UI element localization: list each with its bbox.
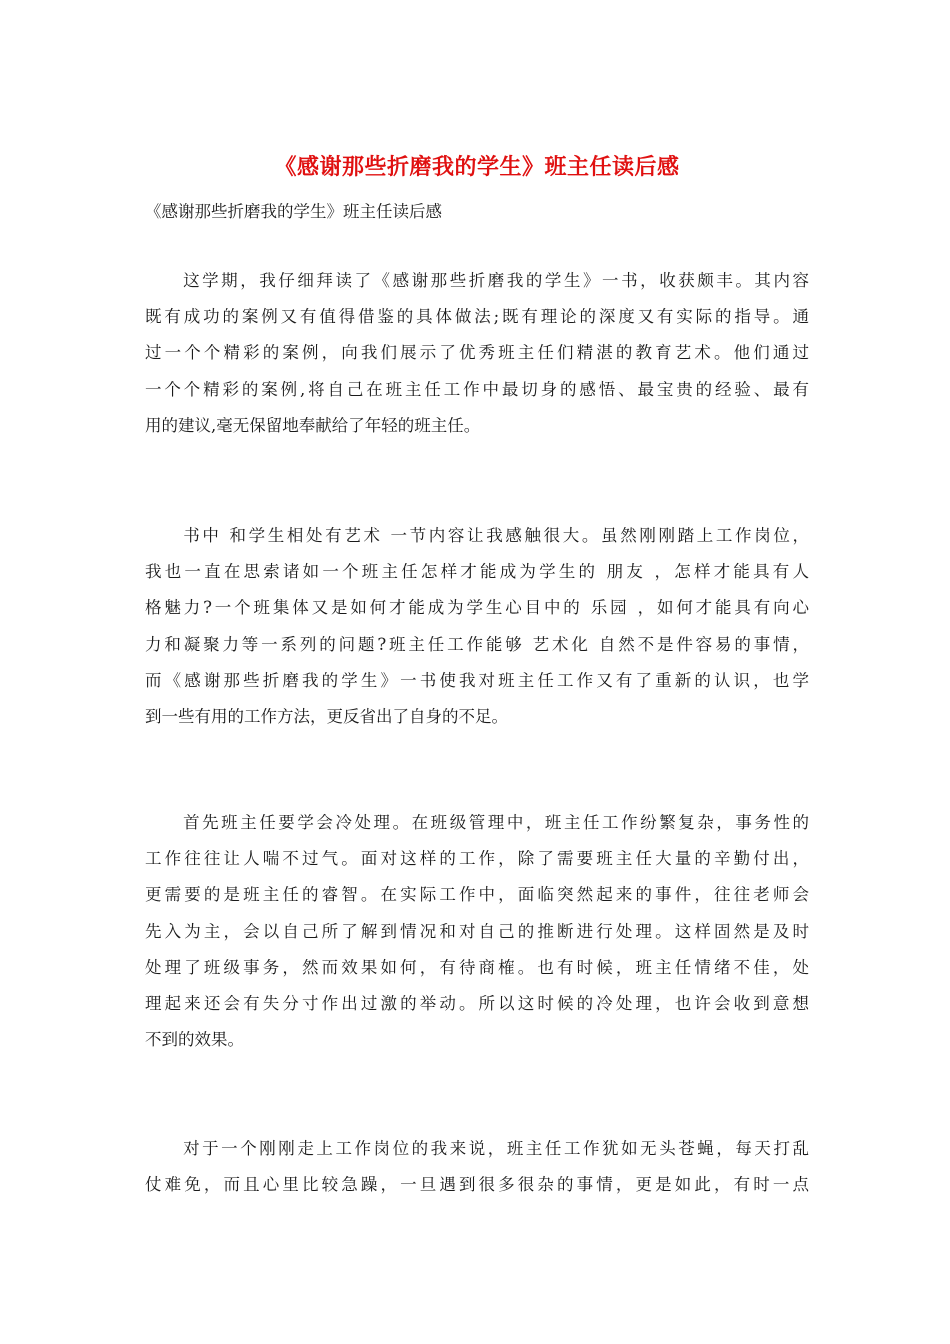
paragraph-line: 仗难免，而且心里比较急躁，一旦遇到很多很杂的事情，更是如此，有时一点 <box>145 1175 809 1195</box>
paragraph-2 <box>145 518 809 735</box>
paragraph-line: 首先班主任要学会冷处理。在班级管理中，班主任工作纷繁复杂，事务性的 <box>145 813 809 832</box>
paragraph-4 <box>145 1131 809 1203</box>
document-title: 《感谢那些折磨我的学生》班主任读后感 <box>274 154 680 180</box>
paragraph-line: 力和凝聚力等一系列的问题?班主任工作能够 艺术化 自然不是件容易的事情， <box>145 634 809 654</box>
paragraph-line: 处理了班级事务，然而效果如何，有待商榷。也有时候，班主任情绪不佳，处 <box>145 957 809 977</box>
paragraph-line: 对于一个刚刚走上工作岗位的我来说，班主任工作犹如无头苍蝇，每天打乱 <box>145 1139 809 1158</box>
paragraph-line: 更需要的是班主任的睿智。在实际工作中，面临突然起来的事件，往往老师会 <box>145 885 809 905</box>
paragraph-line: 我也一直在思索诸如一个班主任怎样才能成为学生的 朋友 ，怎样才能具有人 <box>145 562 809 582</box>
paragraph-1 <box>145 263 809 444</box>
paragraph-line: 理起来还会有失分寸作出过激的举动。所以这时候的冷处理，也许会收到意想 <box>145 993 809 1013</box>
paragraph-line: 用的建议,毫无保留地奉献给了年轻的班主任。 <box>145 415 481 435</box>
paragraph-line: 先入为主，会以自己所了解到情况和对自己的推断进行处理。这样固然是及时 <box>145 921 809 941</box>
paragraph-line: 而《感谢那些折磨我的学生》一书使我对班主任工作又有了重新的认识，也学 <box>145 670 809 690</box>
document-subtitle: 《感谢那些折磨我的学生》班主任读后感 <box>145 202 442 221</box>
paragraph-line: 到一些有用的工作方法，更反省出了自身的不足。 <box>145 706 508 726</box>
paragraph-3 <box>145 805 809 1058</box>
paragraph-line: 这学期，我仔细拜读了《感谢那些折磨我的学生》一书，收获颇丰。其内容 <box>145 271 809 290</box>
paragraph-line: 工作往往让人喘不过气。面对这样的工作，除了需要班主任大量的辛勤付出， <box>145 849 809 869</box>
paragraph-line: 过一个个精彩的案例，向我们展示了优秀班主任们精湛的教育艺术。他们通过 <box>145 343 809 363</box>
paragraph-line: 一个个精彩的案例,将自己在班主任工作中最切身的感悟、最宝贵的经验、最有 <box>145 379 809 399</box>
paragraph-line: 格魅力?一个班集体又是如何才能成为学生心目中的 乐园 ，如何才能具有向心 <box>145 598 809 618</box>
paragraph-line: 既有成功的案例又有值得借鉴的具体做法;既有理论的深度又有实际的指导。通 <box>145 307 809 327</box>
paragraph-line: 书中 和学生相处有艺术 一节内容让我感触很大。虽然刚刚踏上工作岗位， <box>145 526 809 545</box>
paragraph-line: 不到的效果。 <box>145 1030 244 1050</box>
